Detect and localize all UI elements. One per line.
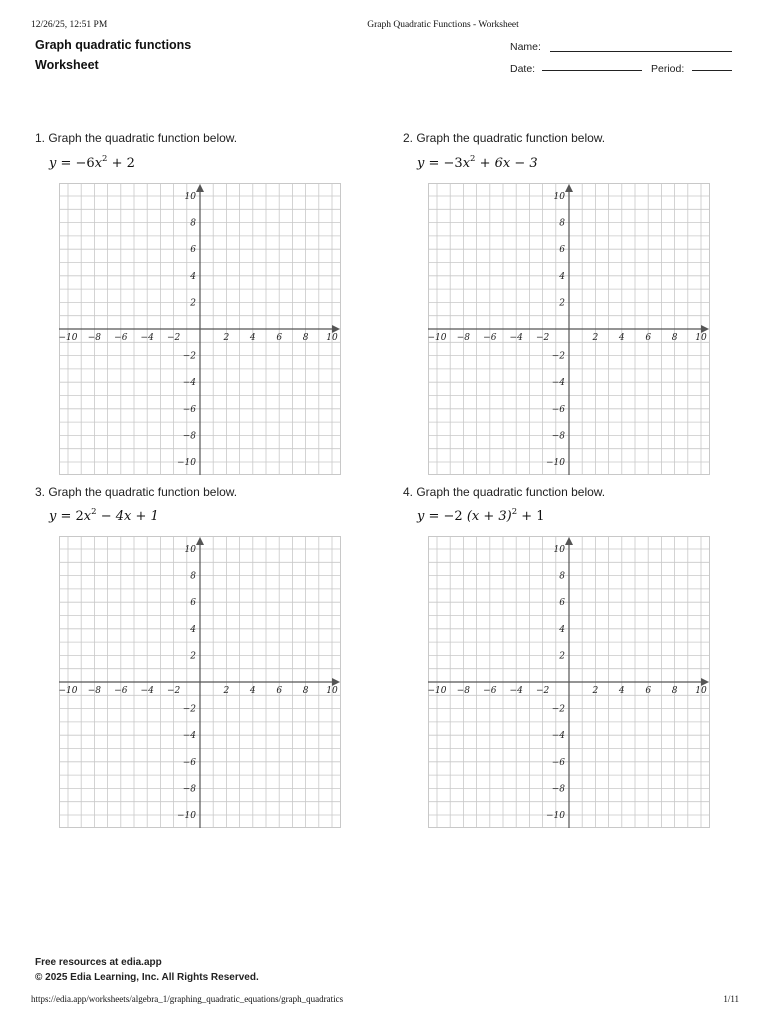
print-url: https://edia.app/worksheets/algebra_1/graphing_quadratic_equations/graph_quadratics: [31, 994, 344, 1004]
x-tick-label: 2: [223, 333, 230, 343]
y-tick-label: −8: [551, 431, 565, 442]
y-tick-label: 6: [559, 598, 565, 609]
question-4-grid[interactable]: [428, 536, 710, 828]
y-tick-label: −6: [182, 404, 196, 415]
footer-copyright: © 2025 Edia Learning, Inc. All Rights Reserved.: [35, 972, 259, 983]
y-tick-label: 8: [190, 218, 196, 229]
x-tick-label: −4: [509, 686, 523, 696]
x-tick-label: −8: [87, 333, 102, 343]
x-tick-label: 6: [645, 333, 652, 343]
y-tick-label: −2: [551, 351, 565, 362]
x-tick-label: −8: [87, 686, 102, 696]
question-2-grid[interactable]: [428, 183, 710, 475]
y-tick-label: 6: [190, 245, 196, 256]
period-field[interactable]: [692, 70, 732, 71]
y-tick-label: −10: [546, 811, 565, 821]
y-axis-arrow-icon: [196, 184, 204, 192]
x-tick-label: 4: [618, 333, 625, 343]
x-tick-label: −4: [509, 333, 523, 343]
question-1-prompt: 1. Graph the quadratic function below.: [35, 131, 238, 145]
y-tick-label: 6: [190, 598, 196, 609]
y-tick-label: 8: [559, 571, 565, 582]
y-tick-label: 4: [559, 271, 565, 282]
page-number: 1/11: [723, 994, 739, 1004]
y-tick-label: 2: [559, 651, 565, 662]
x-tick-label: −6: [114, 333, 128, 343]
x-tick-label: 10: [695, 686, 707, 696]
x-axis-arrow-icon: [332, 325, 340, 333]
y-tick-label: −10: [177, 811, 196, 821]
x-tick-label: −2: [535, 333, 550, 343]
x-tick-label: 8: [671, 686, 678, 696]
coordinate-plane[interactable]: [428, 536, 710, 828]
print-header: [0, 20, 768, 34]
x-tick-label: −4: [140, 686, 154, 696]
x-tick-label: 6: [276, 333, 283, 343]
x-tick-label: 2: [592, 333, 599, 343]
y-tick-label: 8: [559, 218, 565, 229]
y-tick-label: −2: [182, 351, 196, 362]
y-tick-label: 4: [559, 624, 565, 635]
date-field[interactable]: [542, 70, 642, 71]
question-4-prompt: 4. Graph the quadratic function below.: [403, 485, 606, 499]
x-tick-label: −6: [114, 686, 128, 696]
y-tick-label: 10: [553, 545, 565, 555]
y-axis-arrow-icon: [196, 537, 204, 545]
y-tick-label: 10: [553, 192, 565, 202]
x-tick-label: −8: [456, 686, 471, 696]
question-2-equation: $y = -3x^2 + 6x - 3$: [417, 154, 538, 171]
question-3-grid[interactable]: [59, 536, 341, 828]
x-tick-label: 8: [302, 333, 309, 343]
x-tick-label: −4: [140, 333, 154, 343]
y-tick-label: −8: [182, 784, 196, 795]
y-tick-label: −4: [551, 731, 565, 742]
y-tick-label: 8: [190, 571, 196, 582]
print-footer: [31, 994, 739, 1004]
worksheet-subtitle: Worksheet: [35, 58, 99, 72]
coordinate-plane[interactable]: [428, 183, 710, 475]
x-axis-arrow-icon: [701, 678, 709, 686]
y-tick-label: −4: [182, 731, 196, 742]
name-label: Name:: [510, 41, 541, 53]
x-tick-label: 2: [592, 686, 599, 696]
x-tick-label: 4: [618, 686, 625, 696]
x-tick-label: −10: [59, 333, 78, 343]
print-date: 12/26/25, 12:51 PM: [31, 20, 108, 30]
x-tick-label: 8: [671, 333, 678, 343]
question-3-equation: $y = 2x^2 - 4x + 1$: [49, 507, 159, 524]
y-tick-label: −8: [182, 431, 196, 442]
x-tick-label: −2: [535, 686, 550, 696]
coordinate-plane[interactable]: [59, 536, 341, 828]
y-tick-label: 2: [559, 298, 565, 309]
name-field[interactable]: [550, 51, 732, 52]
x-tick-label: 4: [249, 686, 256, 696]
x-tick-label: −2: [166, 686, 181, 696]
x-tick-label: −6: [483, 686, 497, 696]
coordinate-plane[interactable]: [59, 183, 341, 475]
y-axis-arrow-icon: [565, 537, 573, 545]
x-tick-label: 6: [276, 686, 283, 696]
print-title: Graph Quadratic Functions - Worksheet: [367, 20, 519, 30]
y-tick-label: 2: [190, 651, 196, 662]
y-tick-label: −4: [182, 378, 196, 389]
x-tick-label: 10: [326, 686, 338, 696]
x-tick-label: 10: [326, 333, 338, 343]
x-axis-arrow-icon: [701, 325, 709, 333]
y-tick-label: −2: [182, 704, 196, 715]
y-tick-label: 4: [190, 624, 196, 635]
y-tick-label: −2: [551, 704, 565, 715]
question-3-prompt: 3. Graph the quadratic function below.: [35, 485, 238, 499]
x-tick-label: −10: [428, 333, 447, 343]
date-label: Date:: [510, 63, 536, 75]
y-tick-label: 6: [559, 245, 565, 256]
question-1-equation: $y = -6x^2 + 2$: [49, 154, 135, 171]
x-tick-label: −6: [483, 333, 497, 343]
x-tick-label: 8: [302, 686, 309, 696]
y-tick-label: −6: [551, 757, 565, 768]
y-tick-label: −6: [182, 757, 196, 768]
y-tick-label: −6: [551, 404, 565, 415]
y-tick-label: 4: [190, 271, 196, 282]
y-tick-label: −10: [546, 458, 565, 468]
y-tick-label: −8: [551, 784, 565, 795]
y-tick-label: −10: [177, 458, 196, 468]
footer-resources: Free resources at edia.app: [35, 957, 162, 968]
period-label: Period:: [651, 63, 685, 75]
y-tick-label: 2: [190, 298, 196, 309]
x-tick-label: 6: [645, 686, 652, 696]
x-axis-arrow-icon: [332, 678, 340, 686]
question-1-grid[interactable]: [59, 183, 341, 475]
x-tick-label: 10: [695, 333, 707, 343]
y-tick-label: −4: [551, 378, 565, 389]
x-tick-label: −10: [428, 686, 447, 696]
x-tick-label: 2: [223, 686, 230, 696]
x-tick-label: 4: [249, 333, 256, 343]
worksheet-title: Graph quadratic functions: [35, 38, 192, 52]
x-tick-label: −8: [456, 333, 471, 343]
y-axis-arrow-icon: [565, 184, 573, 192]
y-tick-label: 10: [184, 192, 196, 202]
x-tick-label: −2: [166, 333, 181, 343]
question-4-equation: y = −2 $(x + 3)^2 + 1$: [417, 507, 545, 524]
y-tick-label: 10: [184, 545, 196, 555]
x-tick-label: −10: [59, 686, 78, 696]
question-2-prompt: 2. Graph the quadratic function below.: [403, 131, 606, 145]
